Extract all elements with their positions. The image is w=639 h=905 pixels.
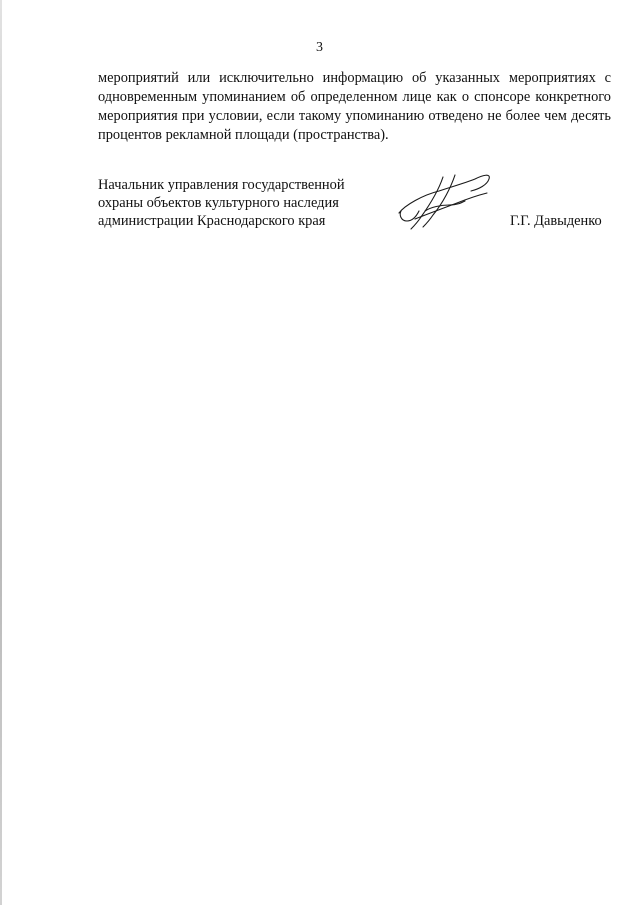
scan-edge — [0, 0, 2, 905]
body-paragraph: мероприятий или исключительно информацию об указанных мероприятиях с одновременным упоминанием об определенном лице как о спонсоре конкретного мероприятия при условии, если такому упоминанию отведено не более чем десять процентов рекламной площади (пространства). — [98, 70, 611, 143]
signatory-name: Г.Г. Давыденко — [510, 213, 602, 229]
signatory-position-line: Начальник управления государственной — [98, 177, 345, 193]
signatory-position-line: охраны объектов культурного наследия — [98, 195, 339, 211]
handwritten-signature — [395, 165, 495, 235]
signatory-position-line: администрации Краснодарского края — [98, 213, 326, 229]
signatory-position — [98, 176, 368, 230]
page-number: 3 — [316, 40, 323, 55]
body-text — [98, 69, 611, 145]
